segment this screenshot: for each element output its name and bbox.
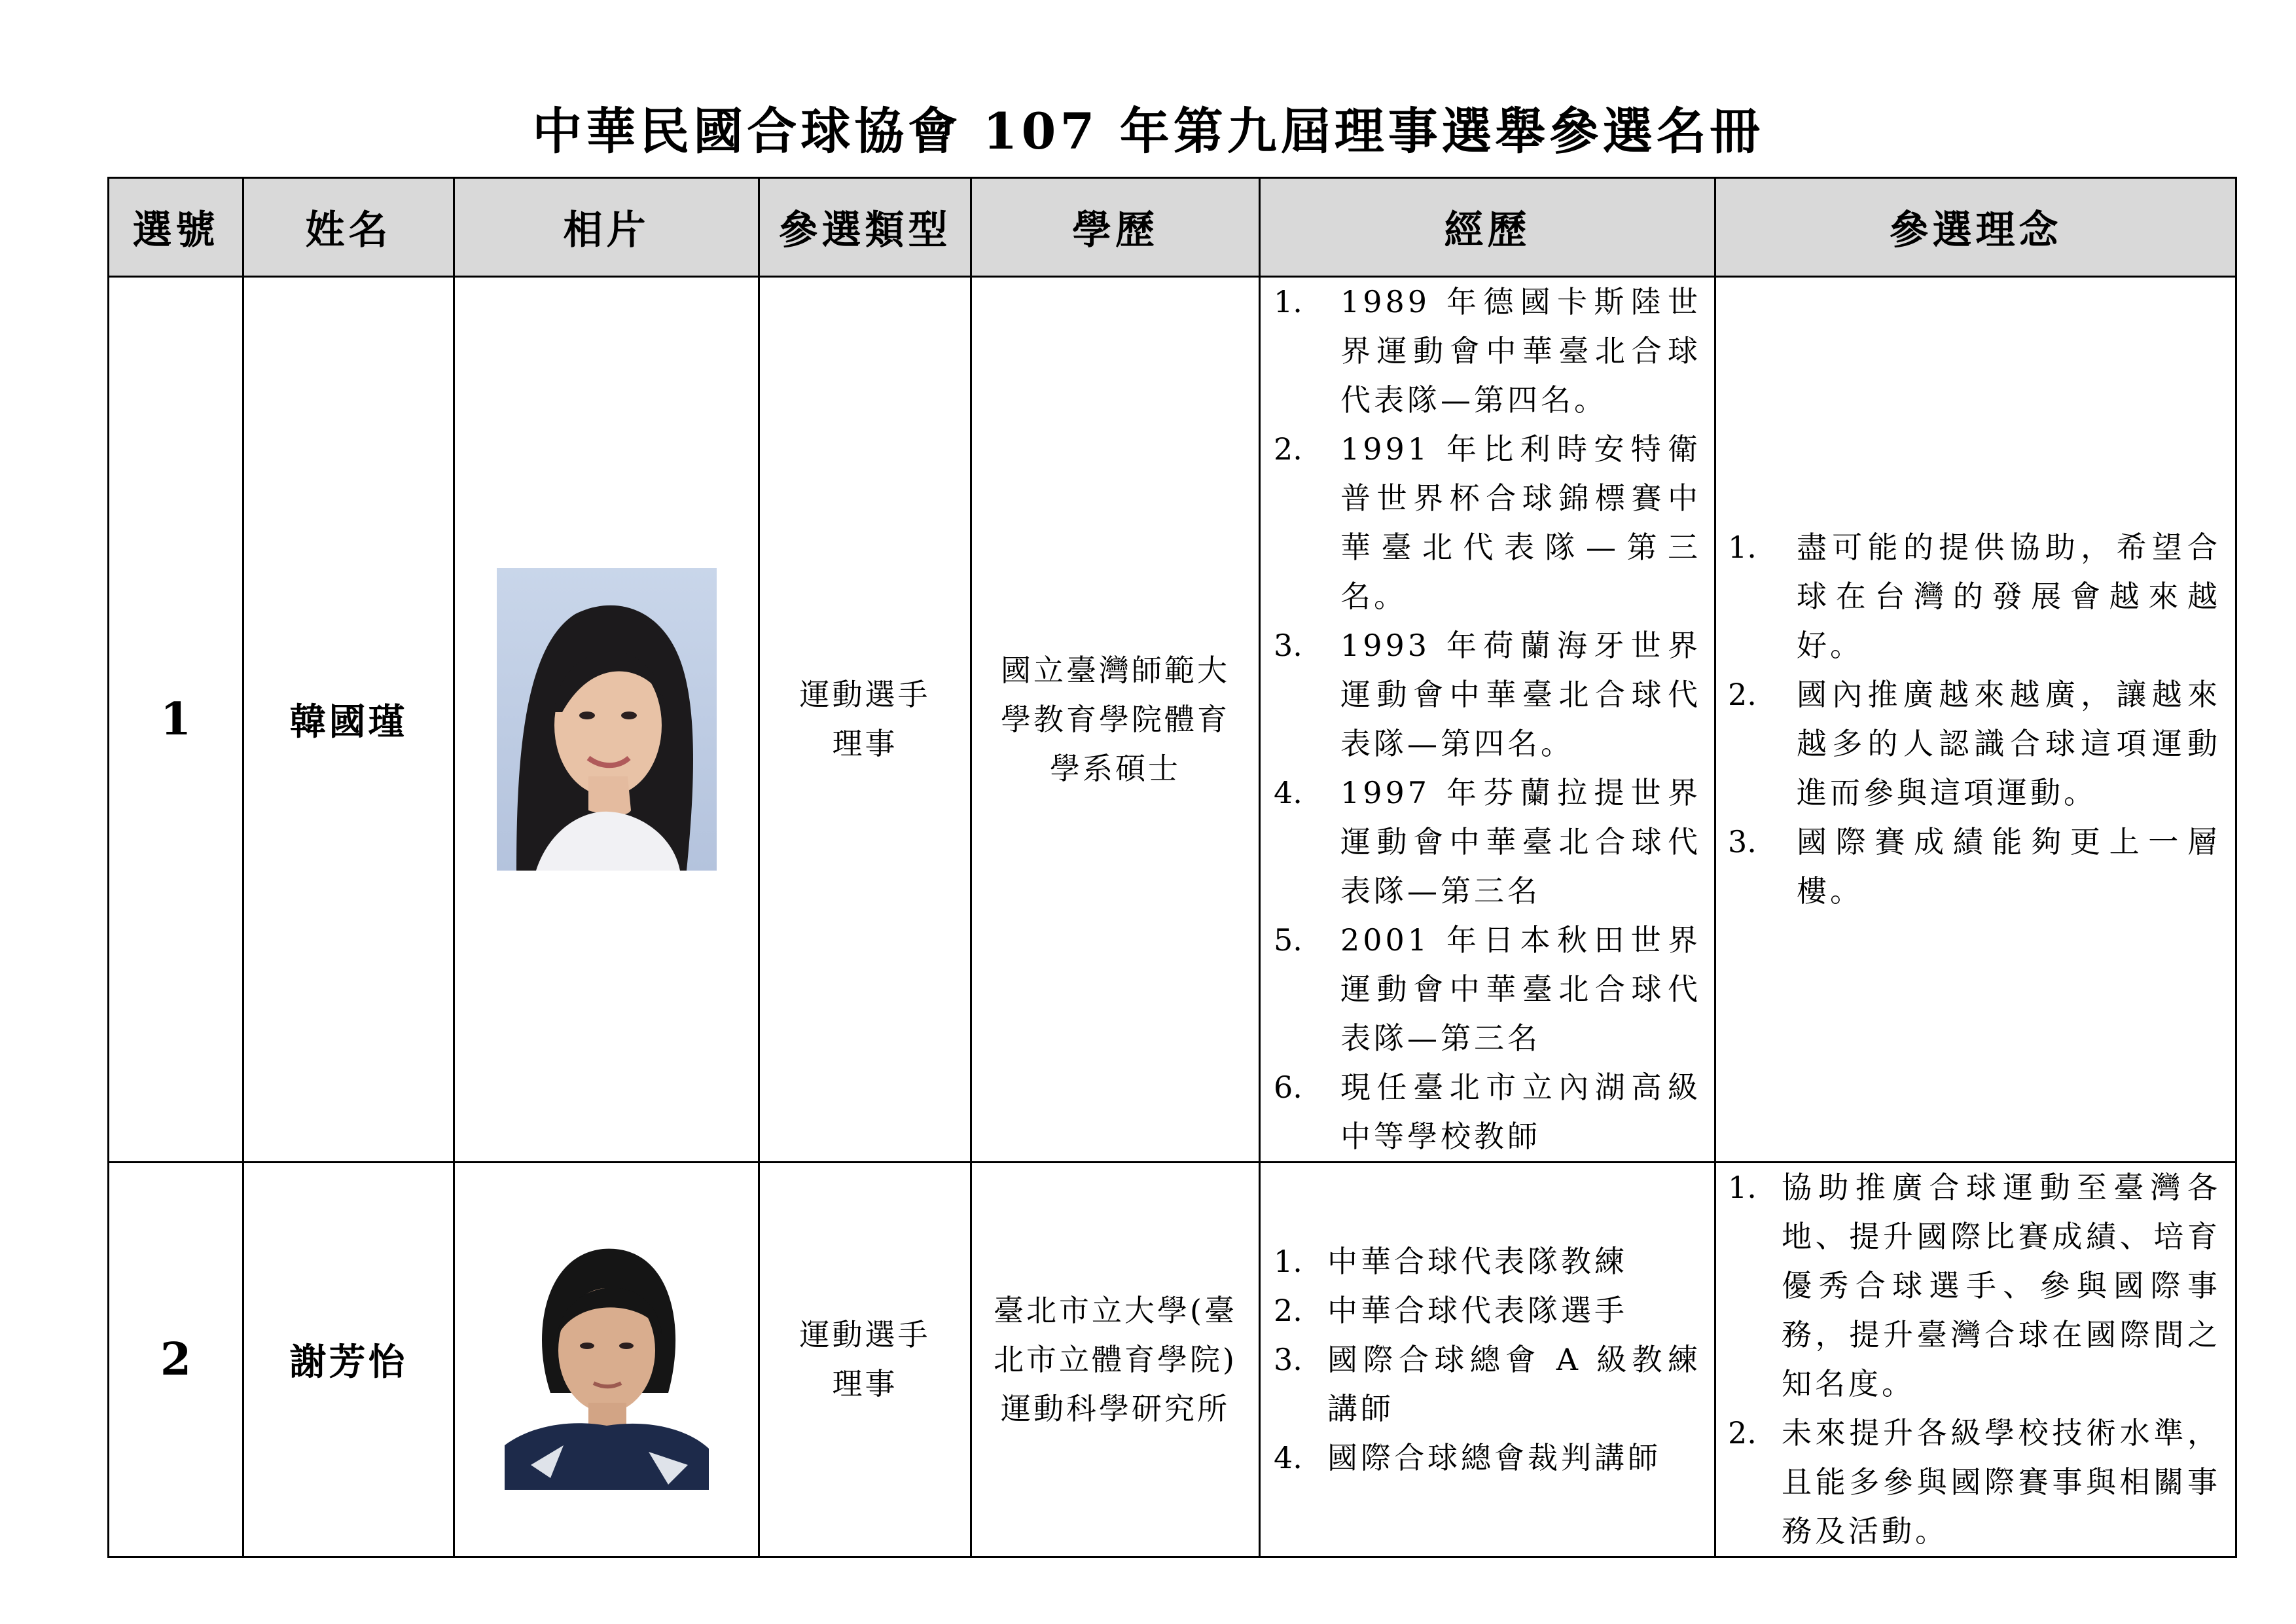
candidate-ideas [1715, 1163, 2236, 1557]
header-number: 選號 [109, 178, 243, 277]
header-education: 學歷 [971, 178, 1260, 277]
candidate-education: 臺北市立大學(臺 北市立體育學院) 運動科學研究所 [971, 1163, 1260, 1557]
table-row [109, 277, 2236, 1163]
list-item: 2. 1991 年比利時安特衛普世界杯合球錦標賽中華臺北代表隊—第三名。 [1274, 431, 1701, 614]
list-item: 1. 協助推廣合球運動至臺灣各地、提升國際比賽成績、培育優秀合球選手、參與國際事務，提升臺灣合球在國際間之知名度。 [1728, 1170, 2221, 1401]
list-item: 2. 未來提升各級學校技術水準，且能多參與國際賽事與相關事務及活動。 [1728, 1415, 2221, 1549]
candidate-experience [1260, 277, 1715, 1163]
header-name: 姓名 [243, 178, 454, 277]
list-item: 4. 國際合球總會裁判講師 [1274, 1439, 1661, 1475]
candidate-number: 1 [109, 277, 243, 1163]
list-item: 1. 中華合球代表隊教練 [1274, 1243, 1628, 1279]
candidate-number: 2 [109, 1163, 243, 1557]
list-item: 6. 現任臺北市立內湖高級中等學校教師 [1274, 1070, 1701, 1154]
list-item: 3. 國際賽成績能夠更上一層樓。 [1728, 824, 2221, 909]
list-item: 2. 中華合球代表隊選手 [1274, 1292, 1628, 1328]
list-item: 5. 2001 年日本秋田世界運動會中華臺北合球代表隊—第三名 [1274, 922, 1701, 1056]
header-photo: 相片 [454, 178, 759, 277]
candidate-photo-cell [454, 1163, 759, 1557]
header-experience: 經歷 [1260, 178, 1715, 277]
candidate-table [107, 177, 2237, 1558]
header-row [109, 178, 2236, 277]
list-item: 2. 國內推廣越來越廣，讓越來越多的人認識合球這項運動進而參與這項運動。 [1728, 677, 2221, 810]
candidate-photo [497, 568, 717, 871]
list-item: 1. 1989 年德國卡斯陸世界運動會中華臺北合球代表隊—第四名。 [1274, 284, 1701, 418]
candidate-type: 運動選手 理事 [759, 1163, 971, 1557]
candidate-education: 國立臺灣師範大 學教育學院體育 學系碩士 [971, 277, 1260, 1163]
candidate-photo [505, 1229, 709, 1490]
candidate-name: 韓國瑾 [243, 277, 454, 1163]
list-item: 3. 國際合球總會 A 級教練講師 [1274, 1341, 1701, 1426]
list-item: 1. 盡可能的提供協助，希望合球在台灣的發展會越來越好。 [1728, 530, 2221, 663]
table-row [109, 1163, 2236, 1557]
candidate-name: 謝芳怡 [243, 1163, 454, 1557]
list-item: 3. 1993 年荷蘭海牙世界運動會中華臺北合球代表隊—第四名。 [1274, 628, 1701, 761]
candidate-photo-cell [454, 277, 759, 1163]
list-item: 4. 1997 年芬蘭拉提世界運動會中華臺北合球代表隊—第三名 [1274, 775, 1701, 909]
header-ideas: 參選理念 [1715, 178, 2236, 277]
header-type: 參選類型 [759, 178, 971, 277]
candidate-type: 運動選手 理事 [759, 277, 971, 1163]
candidate-experience [1260, 1163, 1715, 1557]
candidate-ideas [1715, 277, 2236, 1163]
document-title: 中華民國合球協會 107 年第九屆理事選舉參選名冊 [532, 102, 1764, 160]
